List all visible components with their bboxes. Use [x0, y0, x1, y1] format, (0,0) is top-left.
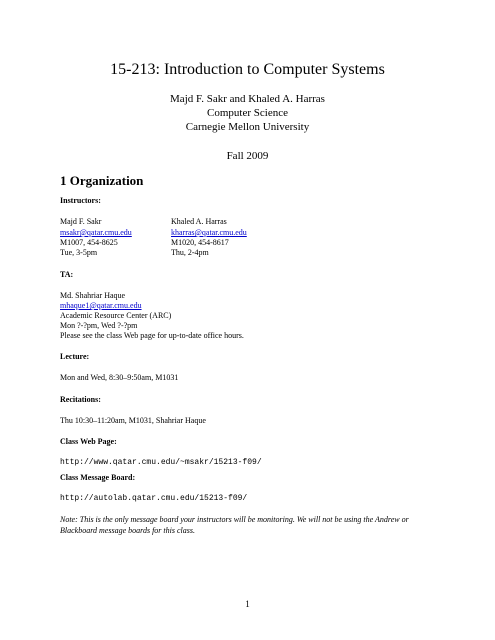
authors: Majd F. Sakr and Khaled A. Harras [170, 93, 325, 105]
recitations-label: Recitations: [60, 395, 101, 404]
department: Computer Science [207, 107, 288, 119]
instructor-1-office: M1007, 454-8625 [60, 238, 118, 247]
term: Fall 2009 [226, 150, 269, 162]
message-board-note: Note: This is the only message board your instructors will be monitoring. We will not be using the Andrew or Blackboard message boards for this class. [60, 515, 409, 535]
university: Carnegie Mellon University [185, 121, 310, 133]
instructor-1-name: Majd F. Sakr [60, 217, 102, 226]
message-board-url[interactable]: http://autolab.qatar.cmu.edu/15213-f09/ [60, 494, 248, 503]
message-board-label: Class Message Board: [60, 473, 136, 482]
document-title: 15-213: Introduction to Computer Systems [110, 61, 385, 78]
ta-location: Academic Resource Center (ARC) [60, 311, 172, 320]
ta-note: Please see the class Web page for up-to-date office hours. [60, 331, 244, 340]
instructor-2-hours: Thu, 2-4pm [171, 248, 209, 257]
page-number: 1 [245, 599, 250, 609]
web-page-label: Class Web Page: [60, 437, 117, 446]
ta-name: Md. Shahriar Haque [60, 291, 126, 300]
instructors-label: Instructors: [60, 196, 101, 205]
section-heading: 1 Organization [60, 173, 144, 188]
instructor-2-name: Khaled A. Harras [171, 217, 227, 226]
ta-hours: Mon ?-?pm, Wed ?-?pm [60, 321, 138, 330]
instructor-2-office: M1020, 454-8617 [171, 238, 229, 247]
instructor-1-email-link[interactable]: msakr@qatar.cmu.edu [60, 228, 132, 237]
ta-label: TA: [60, 270, 74, 279]
instructor-1-hours: Tue, 3-5pm [60, 248, 98, 257]
lecture-label: Lecture: [60, 352, 90, 361]
recitations-value: Thu 10:30–11:20am, M1031, Shahriar Haque [60, 416, 206, 425]
lecture-value: Mon and Wed, 8:30–9:50am, M1031 [60, 373, 179, 382]
web-page-url[interactable]: http://www.qatar.cmu.edu/~msakr/15213-f09/ [60, 458, 262, 467]
instructor-2-email-link[interactable]: kharras@qatar.cmu.edu [171, 228, 247, 237]
ta-email-link[interactable]: mhaque1@qatar.cmu.edu [60, 301, 142, 310]
